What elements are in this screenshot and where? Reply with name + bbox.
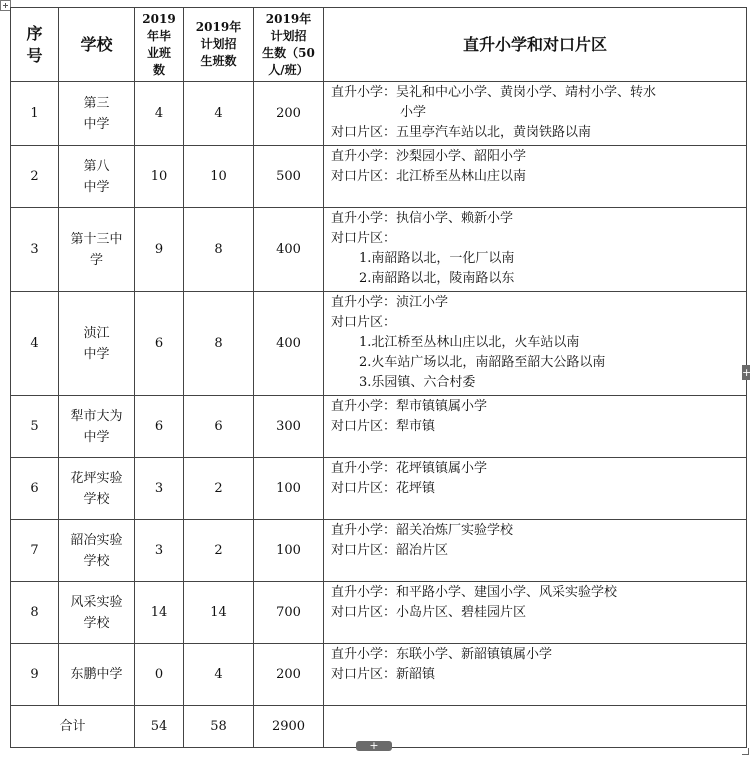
direct-schools: 和平路小学、建国小学、风采实验学校 [396,585,618,600]
row-plan-classes: 6 [184,396,254,458]
table-row [11,520,747,582]
row-number: 6 [11,458,59,520]
row-grad-classes: 6 [135,396,184,458]
row-plan-classes: 10 [184,146,254,208]
row-grad-classes: 0 [135,644,184,706]
direct-schools: 犁市镇镇属小学 [396,399,488,414]
add-row-icon[interactable]: + [356,741,392,751]
school-name: 韶冶实验 学校 [70,532,123,569]
row-number: 9 [11,644,59,706]
header-plan-classes: 2019年 计划招 生班数 [184,8,254,82]
zone-line [331,123,742,143]
direct-schools: 花坪镇镇属小学 [396,461,488,476]
zone-label: 对口片区： [331,605,397,620]
row-description [324,208,747,292]
direct-label: 直升小学： [331,211,397,226]
table-row [11,582,747,644]
zone-label: 对口片区： [331,481,397,496]
direct-label: 直升小学： [331,399,397,414]
row-number: 8 [11,582,59,644]
row-description [324,82,747,146]
header-plan-students: 2019年 计划招 生数（50 人/班） [254,8,324,82]
direct-label: 直升小学： [331,461,397,476]
direct-line [331,397,742,417]
row-school [59,582,135,644]
direct-label: 直升小学： [331,523,397,538]
row-number: 5 [11,396,59,458]
row-description [324,644,747,706]
zone-label: 对口片区： [331,231,397,246]
zone-area: 小岛片区、碧桂园片区 [396,605,527,620]
zone-sub-item: 2.南韶路以北，陵南路以东 [359,271,515,286]
header-school: 学校 [59,8,135,82]
direct-label: 直升小学： [331,295,397,310]
row-plan-students: 400 [254,292,324,396]
row-school [59,146,135,208]
row-number: 7 [11,520,59,582]
row-plan-students: 100 [254,520,324,582]
zone-line [331,229,742,249]
row-grad-classes: 10 [135,146,184,208]
zone-sub-item: 2.火车站广场以北，南韶路至韶大公路以南 [359,355,606,370]
header-no: 序 号 [11,8,59,82]
row-description [324,396,747,458]
row-school [59,208,135,292]
school-name: 第十三中 学 [70,231,123,268]
school-name: 第三 中学 [83,95,110,132]
row-grad-classes: 14 [135,582,184,644]
total-label: 合计 [11,706,135,748]
add-column-icon[interactable]: + [742,366,751,379]
direct-line [331,293,742,313]
row-plan-classes: 4 [184,644,254,706]
row-school [59,292,135,396]
school-name: 东鹏中学 [70,667,123,682]
zone-label: 对口片区： [331,543,397,558]
direct-label: 直升小学： [331,149,397,164]
direct-line [331,459,742,479]
enrollment-table [10,7,747,748]
zone-line [331,313,742,333]
row-grad-classes: 6 [135,292,184,396]
row-school [59,82,135,146]
table-row [11,292,747,396]
zone-area: 新韶镇 [396,667,436,682]
zone-line [331,479,742,499]
row-plan-classes: 8 [184,292,254,396]
school-name: 第八 中学 [83,158,110,195]
row-number: 3 [11,208,59,292]
direct-line [331,583,742,603]
row-school [59,458,135,520]
row-plan-classes: 8 [184,208,254,292]
row-plan-students: 500 [254,146,324,208]
total-classes: 58 [184,706,254,748]
school-name: 风采实验 学校 [70,594,123,631]
row-plan-students: 400 [254,208,324,292]
zone-sub-item: 1.北江桥至丛林山庄以北，火车站以南 [359,335,580,350]
table-row [11,458,747,520]
zone-label: 对口片区： [331,667,397,682]
direct-line [331,147,742,167]
header-description: 直升小学和对口片区 [324,8,747,82]
row-plan-students: 200 [254,82,324,146]
zone-area: 花坪镇 [396,481,436,496]
table-row [11,146,747,208]
row-number: 4 [11,292,59,396]
row-grad-classes: 3 [135,458,184,520]
row-plan-students: 100 [254,458,324,520]
zone-label: 对口片区： [331,169,397,184]
row-plan-students: 200 [254,644,324,706]
resize-corner-icon[interactable] [742,748,749,755]
table-body [11,82,747,706]
table-row [11,82,747,146]
row-plan-students: 300 [254,396,324,458]
school-name: 花坪实验 学校 [70,470,123,507]
direct-schools: 沙梨园小学、韶阳小学 [396,149,527,164]
row-grad-classes: 9 [135,208,184,292]
direct-line [331,645,742,665]
table-row [11,396,747,458]
direct-line-cont [331,103,742,123]
school-name: 浈江 中学 [83,325,110,362]
zone-area: 北江桥至丛林山庄以南 [396,169,527,184]
row-school [59,520,135,582]
zone-line [331,417,742,437]
direct-label: 直升小学： [331,85,397,100]
table-row [11,644,747,706]
zone-area: 犁市镇 [396,419,436,434]
header-row [11,8,747,82]
direct-line [331,83,742,103]
row-school [59,644,135,706]
direct-schools: 东联小学、新韶镇镇属小学 [396,647,553,662]
total-students: 2900 [254,706,324,748]
row-plan-students: 700 [254,582,324,644]
direct-label: 直升小学： [331,647,397,662]
header-grad-classes: 2019 年毕 业班 数 [135,8,184,82]
direct-schools: 执信小学、赖新小学 [396,211,514,226]
row-description [324,292,747,396]
row-description [324,582,747,644]
zone-line [331,541,742,561]
row-plan-classes: 14 [184,582,254,644]
row-plan-classes: 4 [184,82,254,146]
zone-area: 韶冶片区 [396,543,449,558]
row-plan-classes: 2 [184,520,254,582]
row-school [59,396,135,458]
direct-schools: 浈江小学 [396,295,449,310]
row-number: 1 [11,82,59,146]
row-description [324,146,747,208]
zone-area: 五里亭汽车站以北，黄岗铁路以南 [396,125,592,140]
school-name: 犁市大为 中学 [70,408,123,445]
direct-schools: 韶关冶炼厂实验学校 [396,523,514,538]
zone-label: 对口片区： [331,125,397,140]
zone-sub-item: 3.乐园镇、六合村委 [359,375,476,390]
row-grad-classes: 3 [135,520,184,582]
row-grad-classes: 4 [135,82,184,146]
direct-label: 直升小学： [331,585,397,600]
zone-label: 对口片区： [331,419,397,434]
row-description [324,520,747,582]
direct-schools: 吴礼和中心小学、黄岗小学、靖村小学、转水 [396,85,657,100]
row-description [324,458,747,520]
zone-line [331,665,742,685]
direct-line [331,209,742,229]
zone-line [331,603,742,623]
zone-line [331,167,742,187]
total-grad: 54 [135,706,184,748]
direct-schools-cont: 小学 [400,105,427,120]
row-plan-classes: 2 [184,458,254,520]
direct-line [331,521,742,541]
zone-label: 对口片区： [331,315,397,330]
zone-sub-item: 1.南韶路以北，一化厂以南 [359,251,515,266]
row-number: 2 [11,146,59,208]
table-row [11,208,747,292]
